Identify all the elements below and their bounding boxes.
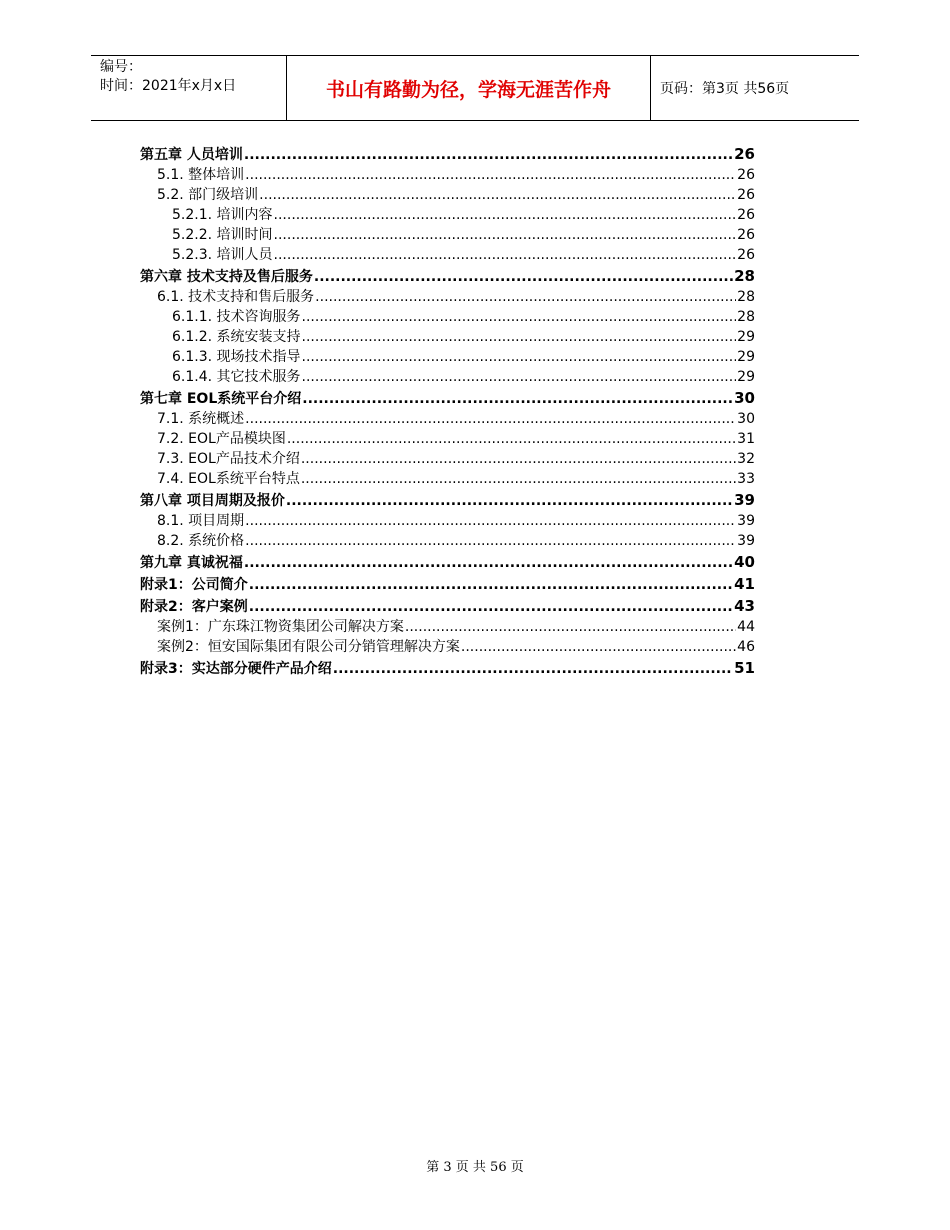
toc-entry-page: 26	[737, 207, 755, 223]
toc-entry-title: 第七章 EOL系统平台介绍	[140, 391, 302, 407]
toc-entry-title: 6.1.2. 系统安装支持	[172, 329, 301, 345]
toc-leader-dots	[286, 490, 733, 512]
toc-entry-page: 43	[734, 597, 755, 615]
toc-leader-dots	[302, 388, 733, 410]
toc-entry[interactable]	[140, 245, 755, 265]
toc-entry[interactable]	[140, 409, 755, 429]
toc-leader-dots	[302, 327, 737, 347]
toc-entry[interactable]	[140, 143, 755, 165]
toc-entry[interactable]	[140, 225, 755, 245]
toc-entry[interactable]	[140, 511, 755, 531]
toc-entry[interactable]	[140, 287, 755, 307]
toc-leader-dots	[315, 287, 736, 307]
toc-entry-page: 51	[734, 659, 755, 677]
toc-entry[interactable]	[140, 449, 755, 469]
header-page-info: 页码：第3页 共56页	[660, 81, 790, 97]
toc-leader-dots	[333, 658, 733, 680]
toc-entry[interactable]	[140, 657, 755, 679]
toc-entry-title: 5.2.3. 培训人员	[172, 247, 273, 263]
toc-entry-title: 第六章 技术支持及售后服务	[140, 269, 313, 285]
toc-entry-title: 第五章 人员培训	[140, 147, 243, 163]
toc-entry-title: 7.1. 系统概述	[157, 411, 245, 427]
toc-entry-page: 44	[737, 619, 755, 635]
code-label: 编号：	[100, 59, 142, 75]
toc-entry-page: 39	[734, 491, 755, 509]
toc-leader-dots	[245, 409, 736, 429]
page-footer: 第 3 页 共 56 页	[426, 1160, 524, 1175]
toc-entry-title: 附录1：公司简介	[140, 577, 248, 593]
toc-entry[interactable]	[140, 531, 755, 551]
toc-entry-title: 7.3. EOL产品技术介绍	[157, 451, 300, 467]
toc-entry-page: 41	[734, 575, 755, 593]
toc-entry-page: 28	[737, 309, 755, 325]
toc-leader-dots	[405, 617, 736, 637]
toc-entry-page: 40	[734, 553, 755, 571]
toc-entry-page: 46	[737, 639, 755, 655]
toc-entry[interactable]	[140, 265, 755, 287]
toc-entry-title: 第八章 项目周期及报价	[140, 493, 285, 509]
toc-entry-title: 案例2：恒安国际集团有限公司分销管理解决方案	[157, 639, 460, 655]
toc-entry-page: 29	[737, 349, 755, 365]
toc-entry-page: 26	[737, 247, 755, 263]
toc-entry-title: 7.2. EOL产品模块图	[157, 431, 286, 447]
toc-entry-title: 第九章 真诚祝福	[140, 555, 243, 571]
toc-entry-title: 5.1. 整体培训	[157, 167, 245, 183]
toc-entry-page: 39	[737, 513, 755, 529]
toc-entry-page: 29	[737, 369, 755, 385]
toc-leader-dots	[249, 574, 733, 596]
toc-entry-title: 5.2. 部门级培训	[157, 187, 259, 203]
toc-entry[interactable]	[140, 617, 755, 637]
toc-entry-title: 7.4. EOL系统平台特点	[157, 471, 300, 487]
toc-entry-page: 28	[737, 289, 755, 305]
toc-entry-page: 28	[734, 267, 755, 285]
toc-leader-dots	[249, 596, 733, 618]
toc-leader-dots	[244, 144, 733, 166]
time-label: 时间：2021年x月x日	[100, 78, 237, 94]
toc-leader-dots	[301, 449, 736, 469]
toc-leader-dots	[259, 185, 736, 205]
toc-entry[interactable]	[140, 327, 755, 347]
header-motto: 书山有路勤为径，学海无涯苦作舟	[286, 56, 651, 120]
toc-entry-page: 30	[734, 389, 755, 407]
toc-entry-title: 6.1. 技术支持和售后服务	[157, 289, 315, 305]
toc-entry-title: 附录3：实达部分硬件产品介绍	[140, 661, 332, 677]
toc-entry[interactable]	[140, 205, 755, 225]
toc-entry-title: 案例1：广东珠江物资集团公司解决方案	[157, 619, 404, 635]
toc-leader-dots	[301, 469, 736, 489]
toc-leader-dots	[274, 205, 737, 225]
toc-entry-title: 5.2.2. 培训时间	[172, 227, 273, 243]
toc-entry-page: 31	[737, 431, 755, 447]
toc-entry-page: 32	[737, 451, 755, 467]
toc-leader-dots	[314, 266, 733, 288]
toc-entry[interactable]	[140, 489, 755, 511]
toc-leader-dots	[302, 367, 737, 387]
toc-entry[interactable]	[140, 637, 755, 657]
toc-entry[interactable]	[140, 469, 755, 489]
toc-leader-dots	[302, 347, 737, 367]
toc-leader-dots	[244, 552, 733, 574]
toc-leader-dots	[245, 511, 736, 531]
toc-entry-page: 26	[737, 187, 755, 203]
toc-entry-title: 8.2. 系统价格	[157, 533, 245, 549]
toc-entry-page: 30	[737, 411, 755, 427]
toc-entry-page: 33	[737, 471, 755, 487]
table-of-contents	[140, 143, 755, 679]
toc-entry[interactable]	[140, 387, 755, 409]
toc-entry-page: 26	[734, 145, 755, 163]
toc-leader-dots	[245, 165, 736, 185]
toc-entry[interactable]	[140, 165, 755, 185]
header-meta	[91, 56, 286, 120]
toc-entry-page: 39	[737, 533, 755, 549]
toc-entry[interactable]	[140, 185, 755, 205]
toc-leader-dots	[461, 637, 736, 657]
toc-leader-dots	[302, 307, 737, 327]
toc-entry-title: 6.1.3. 现场技术指导	[172, 349, 301, 365]
toc-entry[interactable]	[140, 429, 755, 449]
toc-leader-dots	[274, 225, 737, 245]
toc-entry-title: 6.1.1. 技术咨询服务	[172, 309, 301, 325]
toc-entry-title: 8.1. 项目周期	[157, 513, 245, 529]
toc-entry[interactable]	[140, 347, 755, 367]
page-header	[91, 55, 859, 121]
toc-leader-dots	[274, 245, 737, 265]
toc-leader-dots	[245, 531, 736, 551]
toc-entry-title: 5.2.1. 培训内容	[172, 207, 273, 223]
toc-entry-title: 附录2：客户案例	[140, 599, 248, 615]
toc-entry[interactable]	[140, 573, 755, 595]
toc-entry-title: 6.1.4. 其它技术服务	[172, 369, 301, 385]
toc-entry-page: 26	[737, 227, 755, 243]
toc-entry-page: 26	[737, 167, 755, 183]
toc-entry-page: 29	[737, 329, 755, 345]
toc-entry[interactable]	[140, 595, 755, 617]
toc-entry[interactable]	[140, 307, 755, 327]
toc-entry[interactable]	[140, 551, 755, 573]
toc-entry[interactable]	[140, 367, 755, 387]
toc-leader-dots	[287, 429, 736, 449]
